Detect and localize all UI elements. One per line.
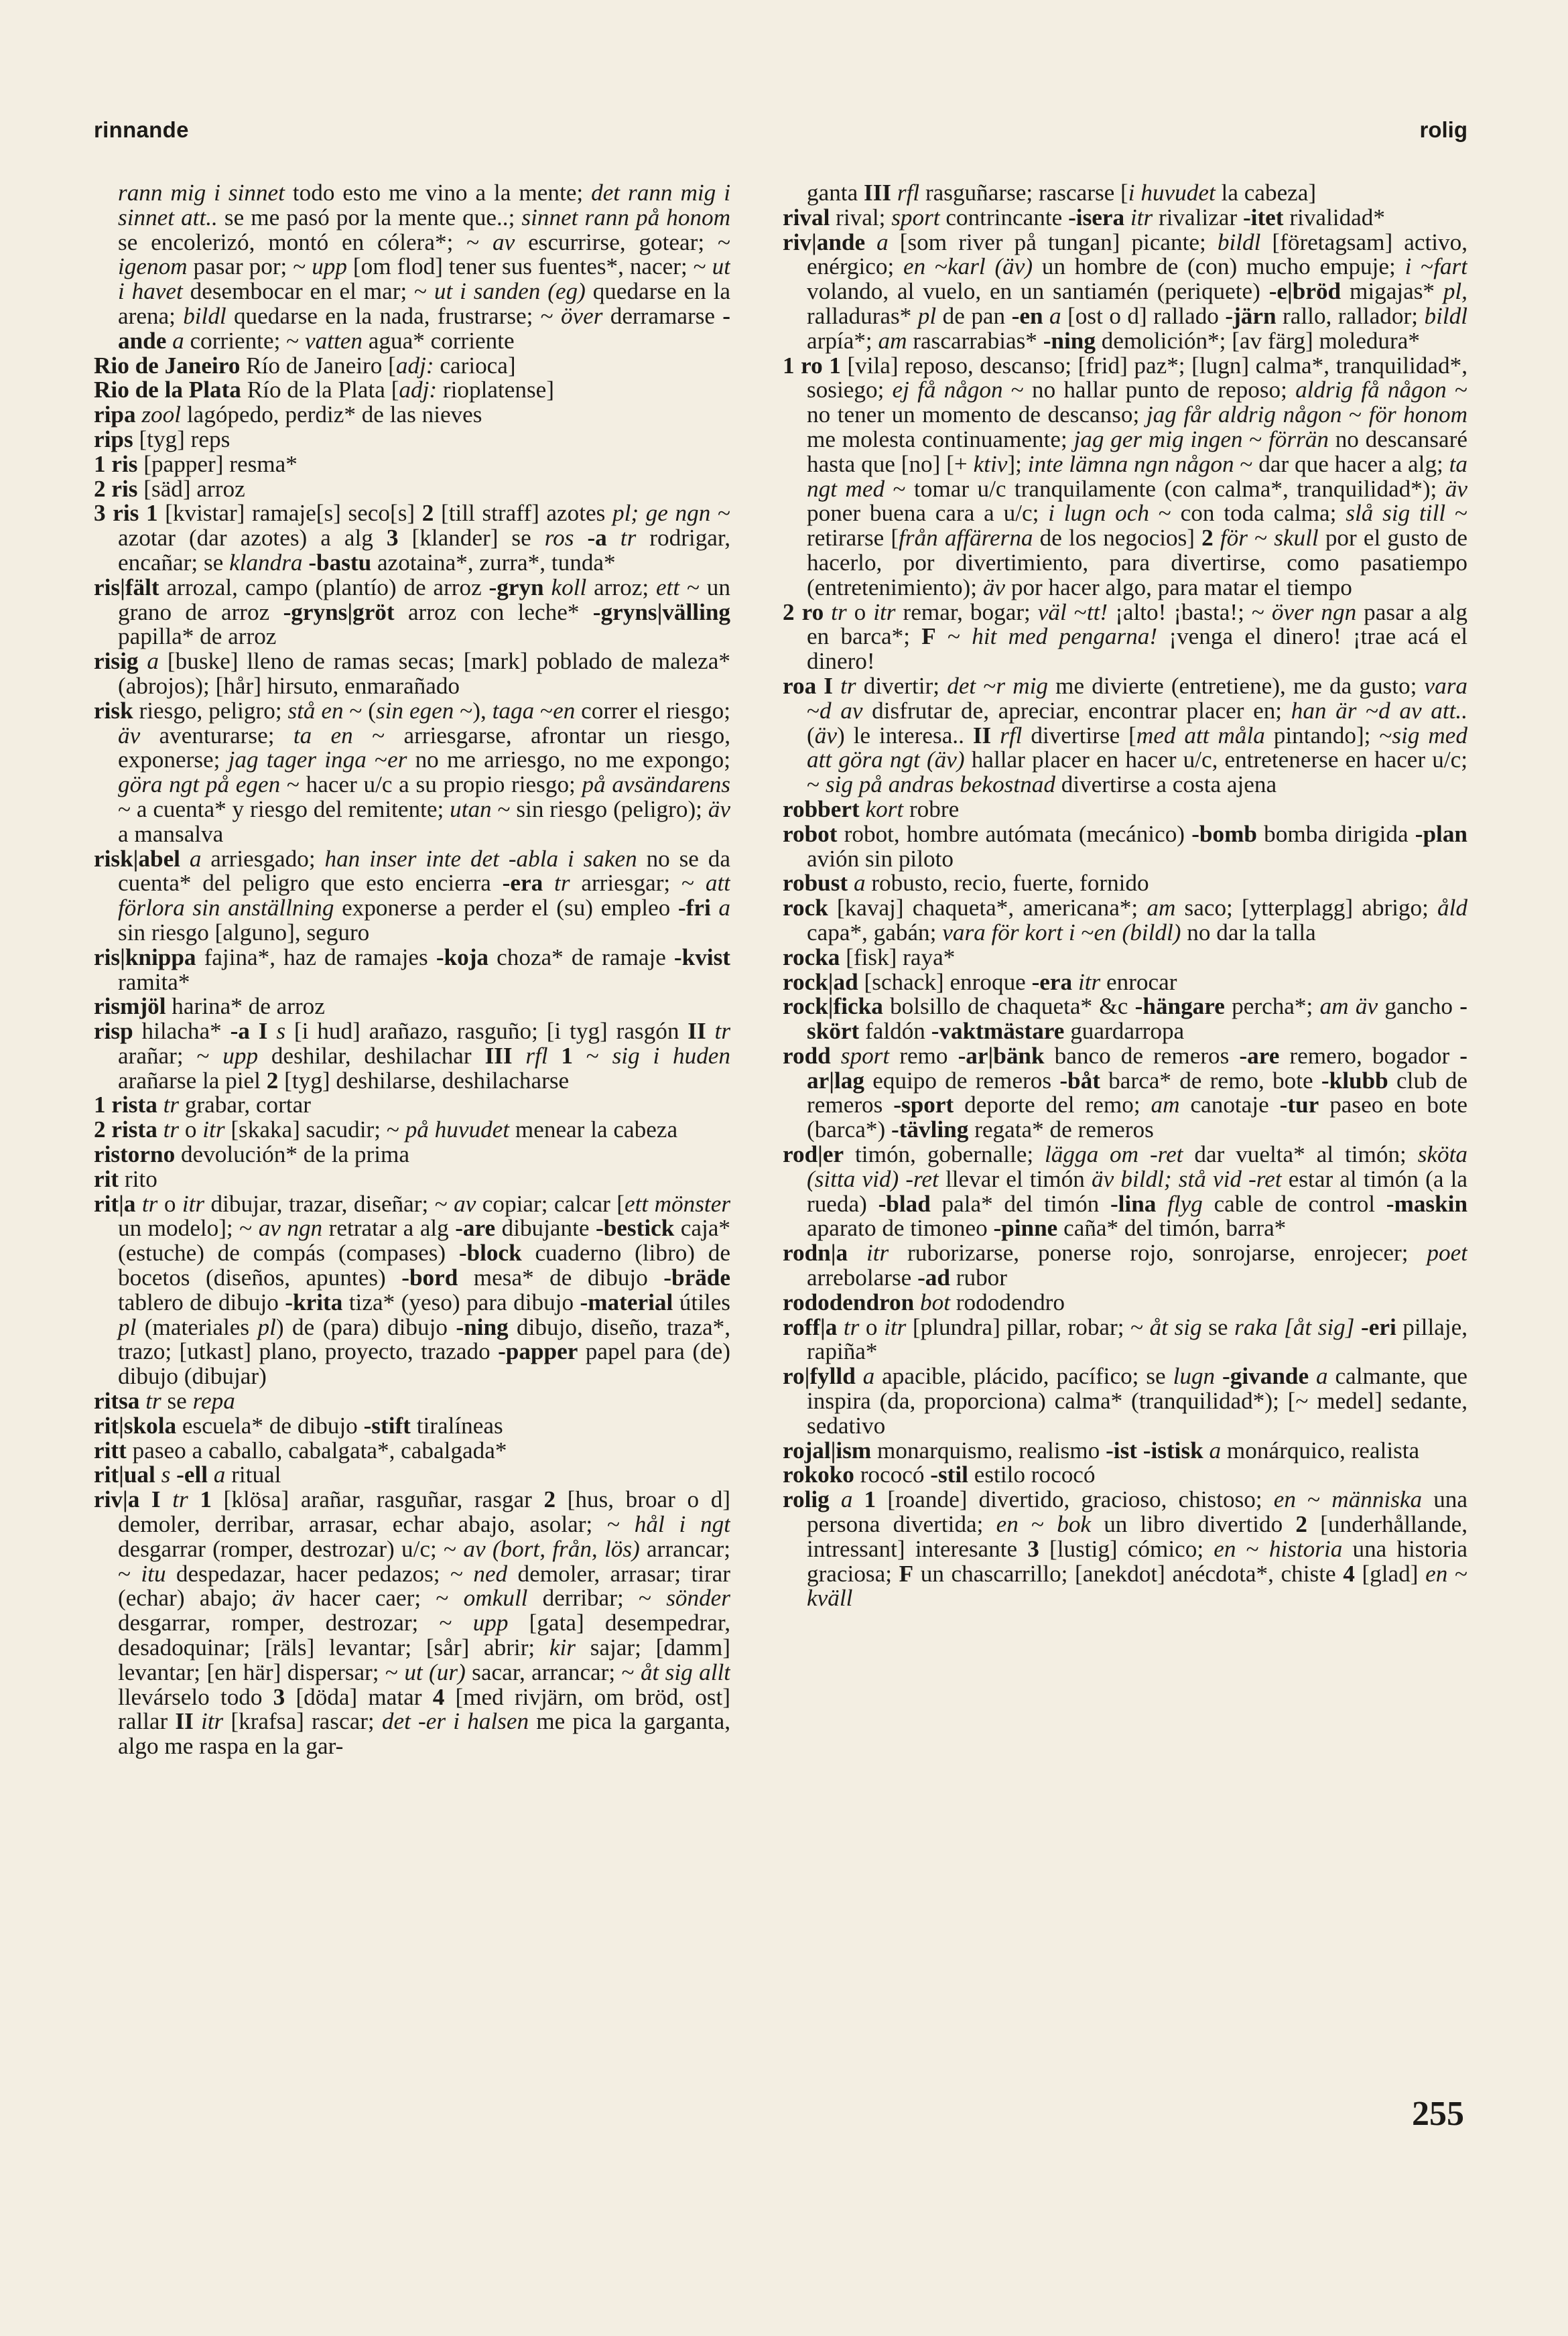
- dictionary-entry: robbert kort robre: [783, 795, 960, 822]
- dictionary-entry: 1 rista tr grabar, cortar: [94, 1092, 311, 1118]
- dictionary-entry: rolig a 1 [roande] divertido, gracioso, chistoso; en ~ människa una persona divertida; en ~ bok un libro divertido 2 [underhållande, intressant] interesante 3 [lustig] cómico; en ~ historia una historia graciosa; F un chascarrillo; [anekdot] anécdota*, chiste 4 [glad] en ~ kväll: [783, 1486, 1467, 1612]
- dictionary-entry: risk riesgo, peligro; stå en ~ (sin egen ~), taga ~en correr el riesgo; äv aventurarse; ta en ~ arriesgarse, afrontar un riesgo, exponerse; jag tager inga ~er no me arriesgo, no me expongo; göra ngt på egen ~ hacer u/c a su propio riesgo; på avsändarens ~ a cuenta* y riesgo del remitente; utan ~ sin riesgo (peligro); äv a mansalva: [94, 697, 730, 847]
- dictionary-entry: Rio de la Plata Río de la Plata [adj: rioplatense]: [94, 377, 554, 403]
- dictionary-entry: ro|fylld a apacible, plácido, pacífico; se lugn -givande a calmante, que inspira (da, proporciona) calma* (tranquilidad*); [~ medel] sedante, sedativo: [783, 1363, 1467, 1439]
- dictionary-entry: rodn|a itr ruborizarse, ponerse rojo, sonrojarse, enrojecer; poet arrebolarse -ad rubor: [783, 1240, 1467, 1291]
- dictionary-entry: 2 rista tr o itr [skaka] sacudir; ~ på huvudet menear la cabeza: [94, 1116, 678, 1143]
- dictionary-entry: Rio de Janeiro Río de Janeiro [adj: carioca]: [94, 352, 516, 379]
- dictionary-entry: ris|knippa fajina*, haz de ramajes -koja choza* de ramaje -kvist ramita*: [94, 944, 730, 995]
- dictionary-entry: 1 ro 1 [vila] reposo, descanso; [frid] paz*; [lugn] calma*, tranquilidad*, sosiego; ej få någon ~ no hallar punto de reposo; aldrig få någon ~ no tener un momento de descanso; jag får aldrig någon ~ för honom me molesta continuamente; jag ger mig ingen ~ förrän no descansaré hasta que [no] [+ ktiv]; inte lämna ngn någon ~ dar que hacer a alg; ta ngt med ~ tomar u/c tranquilamente (con calma*, tranquilidad*); äv poner buena cara a u/c; i lugn och ~ con toda calma; slå sig till ~ retirarse [från affärerna de los negocios] 2 för ~ skull por el gusto de hacerlo, por divertimiento, para divertirse, como pasatiempo (entretenimiento); äv por hacer algo, para matar el tiempo: [783, 352, 1467, 600]
- dictionary-entry: ritsa tr se repa: [94, 1388, 235, 1415]
- dictionary-entry: robot robot, hombre autómata (mecánico) -bomb bomba dirigida -plan avión sin piloto: [783, 820, 1467, 872]
- dictionary-entry: ganta III rfl rasguñarse; rascarse [i huvudet la cabeza]: [807, 181, 1317, 206]
- dictionary-entry: rips [tyg] reps: [94, 426, 231, 452]
- dictionary-entry: rokoko rococó -stil estilo rococó: [783, 1462, 1096, 1488]
- right-column: [783, 181, 1467, 2104]
- dictionary-entry: rival rival; sport contrincante -isera itr rivalizar -itet rivalidad*: [783, 204, 1385, 231]
- dictionary-entry: rock [kavaj] chaqueta*, americana*; am saco; [ytterplagg] abrigo; åld capa*, gabán; vara för kort i ~en (bildl) no dar la talla: [783, 895, 1467, 946]
- dictionary-entry: rojal|ism monarquismo, realismo -ist -istisk a monárquico, realista: [783, 1437, 1420, 1464]
- left-column: [94, 181, 730, 2104]
- guide-word-left: rinnande: [94, 117, 189, 142]
- dictionary-entry: rismjöl harina* de arroz: [94, 993, 325, 1020]
- dictionary-entry: rit|ual s -ell a ritual: [94, 1462, 281, 1488]
- dictionary-entry: ripa zool lagópedo, perdiz* de las nieves: [94, 401, 482, 428]
- dictionary-entry: 2 ro tr o itr remar, bogar; väl ~tt! ¡alto! ¡basta!; ~ över ngn pasar a alg en barca*; F ~ hit med pengarna! ¡venga el dinero! ¡trae acá el dinero!: [783, 598, 1467, 675]
- dictionary-entry: 3 ris 1 [kvistar] ramaje[s] seco[s] 2 [till straff] azotes pl; ge ngn ~ azotar (dar azotes) a alg 3 [klander] se ros -a tr rodrigar, encañar; se klandra -bastu azotaina*, zurra*, tunda*: [94, 500, 730, 576]
- dictionary-entry: rock|ficka bolsillo de chaqueta* &c -hängare percha*; am äv gancho -skört faldón -vaktmästare guardarropa: [783, 993, 1467, 1045]
- dictionary-entry: rock|ad [schack] enroque -era itr enrocar: [783, 968, 1177, 995]
- dictionary-entry: roa I tr divertir; det ~r mig me divierte (entretiene), me da gusto; vara ~d av disfrutar de, apreciar, encontrar placer en; han är ~d av att.. (äv) le interesa.. II rfl divertirse [med att måla pintando]; ~sig med att göra ngt (äv) hallar placer en hacer u/c, entretenerse en hacer u/c; ~ sig på andras bekostnad divertirse a costa ajena: [783, 672, 1467, 798]
- dictionary-entry: roff|a tr o itr [plundra] pillar, robar; ~ åt sig se raka [åt sig] -eri pillaje, rapiña*: [783, 1313, 1467, 1365]
- dictionary-entry: rit rito: [94, 1165, 157, 1192]
- dictionary-entry: rit|a tr o itr dibujar, trazar, diseñar; ~ av copiar; calcar [ett mönster un modelo]; ~ av ngn retratar a alg -are dibujante -bestick caja* (estuche) de compás (compases) -block cuaderno (libro) de bocetos (diseños, apuntes) -bord mesa* de dibujo -bräde tablero de dibujo -krita tiza* (yeso) para dibujo -material útiles pl (materiales pl) de (para) dibujo -ning dibujo, diseño, traza*, trazo; [utkast] plano, proyecto, trazado -papper papel para (de) dibujo (dibujar): [94, 1190, 730, 1390]
- dictionary-entry: robust a robusto, recio, fuerte, fornido: [783, 870, 1149, 897]
- dictionary-entry: 1 ris [papper] resma*: [94, 450, 298, 477]
- dictionary-entry: rit|skola escuela* de dibujo -stift tiralíneas: [94, 1412, 503, 1439]
- dictionary-entry: rann mig i sinnet todo esto me vino a la mente; det rann mig i sinnet att.. se me pasó por la mente que..; sinnet rann på honom se encolerizó, montó en cólera*; ~ av escurrirse, gotear; ~ igenom pasar por; ~ upp [om flod] tener sus fuentes*, nacer; ~ ut i havet desembocar en el mar; ~ ut i sanden (eg) quedarse en la arena; bildl quedarse en la nada, frustrarse; ~ över derramarse -ande a corriente; ~ vatten agua* corriente: [118, 181, 730, 354]
- dictionary-entry: 2 ris [säd] arroz: [94, 475, 245, 502]
- dictionary-entry: rodd sport remo -ar|bänk banco de remeros -are remero, bogador -ar|lag equipo de remeros -båt barca* de remo, bote -klubb club de remeros -sport deporte del remo; am canotaje -tur paseo en bote (barca*) -tävling regata* de remeros: [783, 1042, 1467, 1143]
- page-number: 255: [1412, 2095, 1464, 2133]
- dictionary-entry: riv|ande a [som river på tungan] picante; bildl [företagsam] activo, enérgico; en ~karl (äv) un hombre de (con) mucho empuje; i ~fart volando, al vuelo, en un santiamén (periquete) -e|bröd migajas* pl, ralladuras* pl de pan -en a [ost o d] rallado -järn rallo, rallador; bildl arpía*; am rascarrabias* -ning demolición*; [av färg] moledura*: [783, 229, 1467, 354]
- dictionary-entry: ris|fält arrozal, campo (plantío) de arroz -gryn koll arroz; ett ~ un grano de arroz -gryns|gröt arroz con leche* -gryns|välling papilla* de arroz: [94, 574, 730, 650]
- dictionary-entry: rocka [fisk] raya*: [783, 944, 956, 970]
- dictionary-entry: ristorno devolución* de la prima: [94, 1141, 410, 1168]
- guide-word-right: rolig: [1419, 117, 1467, 142]
- dictionary-entry: rododendron bot rododendro: [783, 1289, 1065, 1315]
- dictionary-entry: riv|a I tr 1 [klösa] arañar, rasguñar, rasgar 2 [hus, broar o d] demoler, derribar, arrasar, echar abajo, asolar; ~ hål i ngt desgarrar (romper, destrozar) u/c; ~ av (bort, från, lös) arrancar; ~ itu despedazar, hacer pedazos; ~ ned demoler, arrasar; tirar (echar) abajo; äv hacer caer; ~ omkull derribar; ~ sönder desgarrar, romper, destrozar; ~ upp [gata] desempedrar, desadoquinar; [räls] levantar; [sår] abrir; kir sajar; [damm] levantar; [en här] dispersar; ~ ut (ur) sacar, arrancar; ~ åt sig allt llevárselo todo 3 [döda] matar 4 [med rivjärn, om bröd, ost] rallar II itr [krafsa] rascar; det -er i halsen me pica la garganta, algo me raspa en la gar-: [94, 1486, 730, 1760]
- dictionary-entry: rod|er timón, gobernalle; lägga om -ret dar vuelta* al timón; sköta (sitta vid) -ret llevar el timón äv bildl; stå vid -ret estar al timón (a la rueda) -blad pala* del timón -lina flyg cable de control -maskin aparato de timoneo -pinne caña* del timón, barra*: [783, 1141, 1467, 1242]
- dictionary-entry: risig a [buske] lleno de ramas secas; [mark] poblado de maleza* (abrojos); [hår] hirsuto, enmarañado: [94, 648, 730, 699]
- dictionary-entry: risp hilacha* -a I s [i hud] arañazo, rasguño; [i tyg] rasgón II tr arañar; ~ upp deshilar, deshilachar III rfl 1 ~ sig i huden arañarse la piel 2 [tyg] deshilarse, deshilacharse: [94, 1018, 730, 1094]
- dictionary-entry: ritt paseo a caballo, cabalgata*, cabalgada*: [94, 1437, 507, 1464]
- dictionary-entry: risk|abel a arriesgado; han inser inte det -abla i saken no se da cuenta* del peligro que esto encierra -era tr arriesgar; ~ att förlora sin anställning exponerse a perder el (su) empleo -fri a sin riesgo [alguno], seguro: [94, 845, 730, 946]
